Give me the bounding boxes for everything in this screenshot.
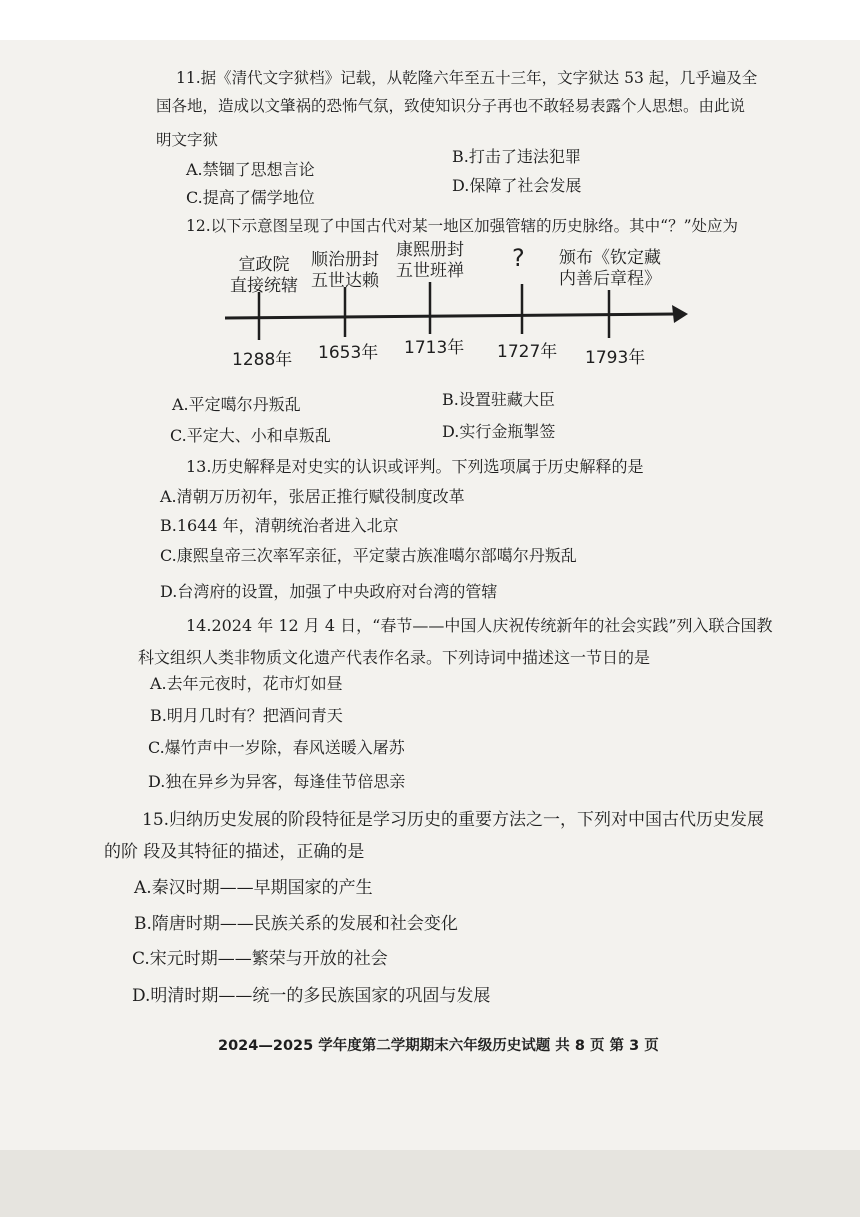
- scan-bottom-margin: [0, 1150, 860, 1217]
- timeline-event-1793-line1: 颁布《钦定藏: [559, 248, 661, 268]
- q14-option-c: C.爆竹声中一岁除，春风送暖入屠苏: [148, 738, 405, 757]
- q13-option-c: C.康熙皇帝三次率军亲征，平定蒙古族准噶尔部噶尔丹叛乱: [160, 546, 577, 565]
- timeline-event-1713-line1: 康熙册封: [396, 240, 464, 260]
- timeline-event-unknown: ?: [512, 244, 525, 272]
- timeline-event-1793: [555, 248, 665, 290]
- q12-stem: 12.以下示意图呈现了中国古代对某一地区加强管辖的历史脉络。其中“？”处应为: [186, 217, 739, 235]
- timeline-event-1653: [305, 250, 385, 292]
- q11-stem-line2: 国各地，造成以文肇祸的恐怖气氛，致使知识分子再也不敢轻易表露个人思想。由此说: [156, 97, 746, 115]
- q15-stem-line2: 的阶 段及其特征的描述，正确的是: [104, 842, 365, 862]
- q13-option-d: D.台湾府的设置，加强了中央政府对台湾的管辖: [160, 582, 498, 601]
- q15-stem-line1: 15.归纳历史发展的阶段特征是学习历史的重要方法之一，下列对中国古代历史发展: [142, 810, 765, 830]
- q14-stem-line1: 14.2024 年 12 月 4 日，“春节——中国人庆祝传统新年的社会实践”列入联合国教: [186, 616, 773, 635]
- timeline-arrowhead: [672, 305, 688, 323]
- timeline-diagram: [0, 0, 860, 380]
- q14-option-b: B.明月几时有？把酒问青天: [150, 706, 343, 725]
- timeline-event-1653-line1: 顺治册封: [311, 250, 379, 270]
- q13-stem: 13.历史解释是对史实的认识或评判。下列选项属于历史解释的是: [186, 457, 644, 476]
- q15-option-c: C.宋元时期——繁荣与开放的社会: [132, 949, 388, 969]
- timeline-event-1713: [390, 240, 470, 282]
- timeline-year-1653: 1653年: [318, 343, 379, 363]
- timeline-year-1288: 1288年: [232, 350, 293, 370]
- q14-option-a: A.去年元夜时，花市灯如昼: [150, 674, 343, 693]
- timeline-event-1713-line2: 五世班禅: [396, 261, 464, 281]
- q12-option-d: D.实行金瓶掣签: [442, 422, 556, 441]
- timeline-event-1288-line1: 宣政院: [238, 255, 290, 275]
- q11-stem-line1: 11.据《清代文字狱档》记载，从乾隆六年至五十三年，文字狱达 53 起，几乎遍及全: [176, 69, 758, 87]
- timeline-year-1793: 1793年: [585, 348, 646, 368]
- timeline-event-1793-line2: 内善后章程》: [559, 269, 661, 289]
- timeline-event-1288-line2: 直接统辖: [230, 276, 298, 296]
- q15-option-b: B.隋唐时期——民族关系的发展和社会变化: [134, 914, 458, 934]
- timeline-event-1653-line2: 五世达赖: [311, 271, 379, 291]
- q12-option-a: A.平定噶尔丹叛乱: [172, 395, 301, 414]
- q11-stem-line3: 明文字狱: [156, 131, 219, 149]
- q13-option-a: A.清朝万历初年，张居正推行赋役制度改革: [160, 487, 465, 506]
- q14-stem-line2: 科文组织人类非物质文化遗产代表作名录。下列诗词中描述这一节日的是: [138, 648, 651, 667]
- q11-option-d: D.保障了社会发展: [452, 176, 582, 195]
- q11-option-b: B.打击了违法犯罪: [452, 147, 581, 166]
- q15-option-d: D.明清时期——统一的多民族国家的巩固与发展: [132, 986, 491, 1006]
- q12-option-b: B.设置驻藏大臣: [442, 390, 555, 409]
- q11-option-a: A.禁锢了思想言论: [186, 160, 315, 179]
- timeline-event-1288: [224, 255, 304, 297]
- q11-option-c: C.提高了儒学地位: [186, 188, 315, 207]
- timeline-year-1727: 1727年: [497, 342, 558, 362]
- q15-option-a: A.秦汉时期——早期国家的产生: [134, 878, 373, 898]
- q13-option-b: B.1644 年，清朝统治者进入北京: [160, 516, 399, 535]
- q14-option-d: D.独在异乡为异客，每逢佳节倍思亲: [148, 772, 406, 791]
- q12-option-c: C.平定大、小和卓叛乱: [170, 426, 331, 445]
- page-footer: 2024—2025 学年度第二学期期末六年级历史试题 共 8 页 第 3 页: [218, 1038, 659, 1054]
- timeline-year-1713: 1713年: [404, 338, 465, 358]
